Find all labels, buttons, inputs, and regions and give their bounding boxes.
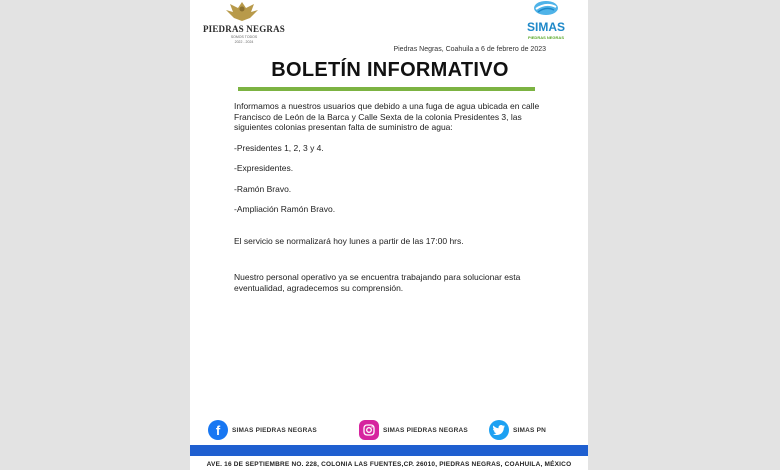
simas-logo [516,0,576,44]
footer-address: AVE. 16 DE SEPTIEMBRE NO. 228, COLONIA LAS FUENTES,CP. 26010, PIEDRAS NEGRAS, COAHUILA, MÉXICO [206,461,572,468]
twitter-link[interactable] [489,419,546,441]
bulletin-document [190,0,588,470]
twitter-label: SIMAS PN [513,426,547,434]
facebook-icon: f [208,420,228,440]
simas-name: SIMAS [526,20,565,34]
twitter-icon [489,420,509,440]
logo-brand-text: PIEDRAS NEGRAS [202,24,286,34]
social-links [190,419,588,443]
intro-paragraph: Informamos a nuestros usuarios que debido a una fuga de agua ubicada en calle Francisco de León de la Barca y Calle Sexta de la colonia Presidentes 3, las siguientes colonias presentan falta de suministro de agua: [234,101,540,132]
dateline: Piedras Negras, Coahuila a 6 de febrero de 2023 [393,46,546,53]
instagram-link[interactable] [359,419,468,441]
closing-paragraph: Nuestro personal operativo ya se encuentra trabajando para solucionar esta eventualidad, agradecemos su comprensión. [234,272,521,293]
right-backdrop [588,0,780,470]
left-backdrop [0,0,190,470]
colonia-item: -Ampliación Ramón Bravo. [234,204,336,214]
bulletin-body [234,101,554,293]
instagram-icon [359,420,379,440]
facebook-link[interactable] [208,419,317,441]
logo-years: 2022 - 2024 [234,40,254,44]
logo-tagline: SOMOS TODOS [230,35,258,39]
water-swirl-icon [532,0,560,16]
footer-blue-band [190,445,588,456]
eagle-emblem-icon [224,0,260,22]
colonia-item: -Presidentes 1, 2, 3 y 4. [234,142,324,153]
facebook-label: SIMAS PIEDRAS NEGRAS [232,426,317,434]
colonia-item: -Expresidentes. [234,163,294,173]
title-underline [238,87,535,91]
piedras-negras-logo [202,0,286,48]
simas-subtitle: PIEDRAS NEGRAS [527,35,564,40]
bulletin-title: BOLETÍN INFORMATIVO [271,59,509,81]
service-paragraph: El servicio se normalizará hoy lunes a partir de las 17:00 hrs. [234,235,464,246]
colonia-item: -Ramón Bravo. [234,183,292,194]
instagram-label: SIMAS PIEDRAS NEGRAS [383,426,468,434]
